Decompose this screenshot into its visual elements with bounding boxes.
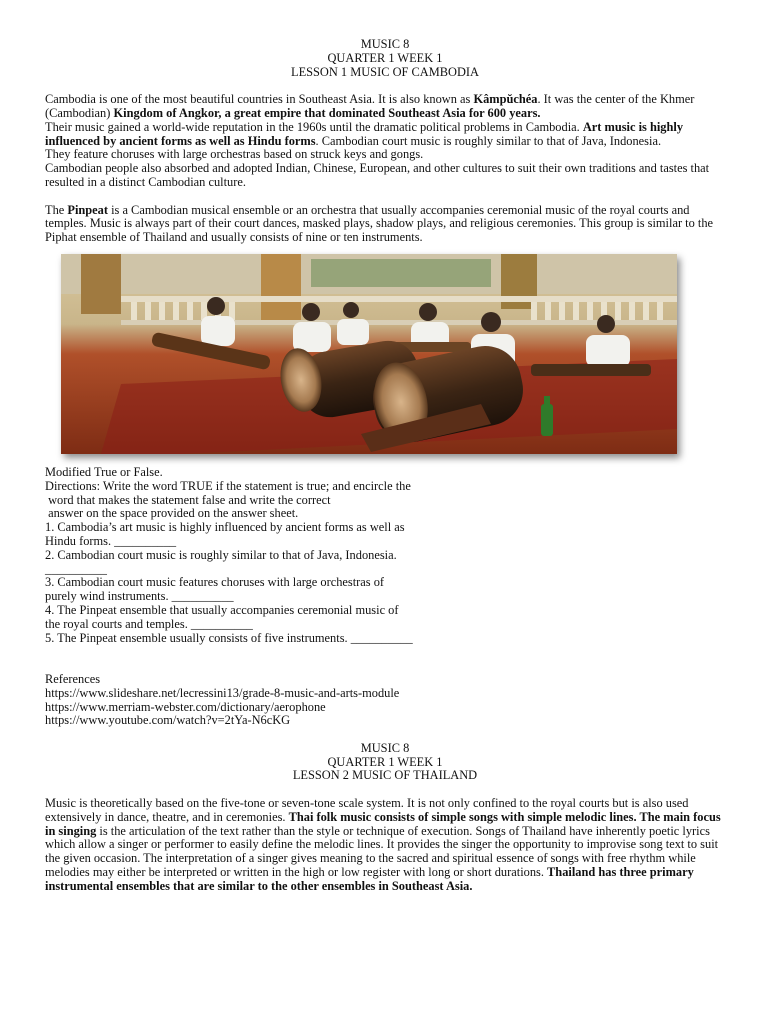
lesson2-heading — [45, 742, 725, 783]
document-page — [45, 38, 725, 894]
paragraph: Music is theoretically based on the five-tone or seven-tone scale system. It is not only confined to the royal courts but is also used extensively in dance, theatre, and in ceremonies. Thai folk music consists of simple songs with simple melodic lines. The main focus in singing is the articulation of the text rather than the style or technique of execution. Songs of Thailand have inherently poetic lyrics which allow a singer or performer to easily define the melodic lines. It provides the singer the opportunity to improvise song text to suit the given occasion. The interpretation of a singer gives meaning to the sacred and spiritual essence of songs with free rhythm while melodies may either be interpreted or written in the high or low register with long or short durations. Thailand has three primary instrumental ensembles that are similar to the other ensembles in Southeast Asia. — [45, 796, 721, 893]
paragraph: Their music gained a world-wide reputation in the 1960s until the dramatic political problems in Cambodia. Art music is highly influenced by ancient forms as well as Hindu forms. Cambodian court music is roughly similar to that of Java, Indonesia. — [45, 119, 684, 148]
reference-link[interactable]: https://www.youtube.com/watch?v=2tYa-N6cKG — [45, 713, 291, 728]
paragraph: The Pinpeat is a Cambodian musical ensemble or an orchestra that usually accompanies ceremonial music of the royal courts and temples. Music is always part of their court dances, masked plays, shadow plays, and religious ceremonies. This group is similar to the Piphat ensemble of Thailand and usually consists of nine or ten instruments. — [45, 202, 714, 245]
quiz-item-line: Hindu forms. __________ — [45, 533, 177, 548]
quiz-item-line: the royal courts and temples. __________ — [45, 616, 253, 631]
quiz-item-line: purely wind instruments. __________ — [45, 589, 234, 604]
subject-title: MUSIC 8 — [360, 740, 410, 755]
quiz-item-line: 4. The Pinpeat ensemble that usually accompanies ceremonial music of — [45, 602, 399, 617]
quiz-directions-line: answer on the space provided on the answer sheet. — [45, 506, 299, 521]
quiz-item-line: 3. Cambodian court music features choruses with large orchestras of — [45, 575, 385, 590]
quiz-item-line: 5. The Pinpeat ensemble usually consists of five instruments. __________ — [45, 630, 413, 645]
quarter-week: QUARTER 1 WEEK 1 — [327, 50, 443, 65]
quiz-directions-line: word that makes the statement false and write the correct — [45, 492, 331, 507]
lesson-title: LESSON 1 MUSIC OF CAMBODIA — [291, 64, 479, 79]
paragraph: They feature choruses with large orchestras based on struck keys and gongs. — [45, 147, 424, 162]
quiz-section — [45, 466, 465, 645]
quiz-item-line: 1. Cambodia’s art music is highly influenced by ancient forms as well as — [45, 520, 405, 535]
lesson-title: LESSON 2 MUSIC OF THAILAND — [292, 768, 478, 783]
quiz-directions-line: Directions: Write the word TRUE if the statement is true; and encircle the — [45, 478, 411, 493]
paragraph: Cambodian people also absorbed and adopted Indian, Chinese, European, and other cultures to suit their own traditions and tastes that resulted in a distinct Cambodian culture. — [45, 161, 710, 189]
quiz-item-line: __________ — [45, 561, 107, 576]
lesson1-heading — [45, 38, 725, 79]
quiz-title: Modified True or False. — [45, 464, 163, 479]
reference-link[interactable]: https://www.merriam-webster.com/dictionary/aerophone — [45, 699, 326, 714]
quiz-item-line: 2. Cambodian court music is roughly similar to that of Java, Indonesia. — [45, 547, 397, 562]
reference-link[interactable]: https://www.slideshare.net/lecressini13/grade-8-music-and-arts-module — [45, 685, 400, 700]
references-section — [45, 673, 725, 728]
quarter-week: QUARTER 1 WEEK 1 — [327, 754, 443, 769]
paragraph: Cambodia is one of the most beautiful countries in Southeast Asia. It is also known as Kâmpŭchéa. It was the center of the Khmer (Cambodian) Kingdom of Angkor, a great empire that dominated Southeast Asia for 600 years. — [45, 92, 695, 120]
references-title: References — [45, 671, 101, 686]
subject-title: MUSIC 8 — [360, 37, 410, 51]
pinpeat-ensemble-photo — [61, 254, 677, 454]
